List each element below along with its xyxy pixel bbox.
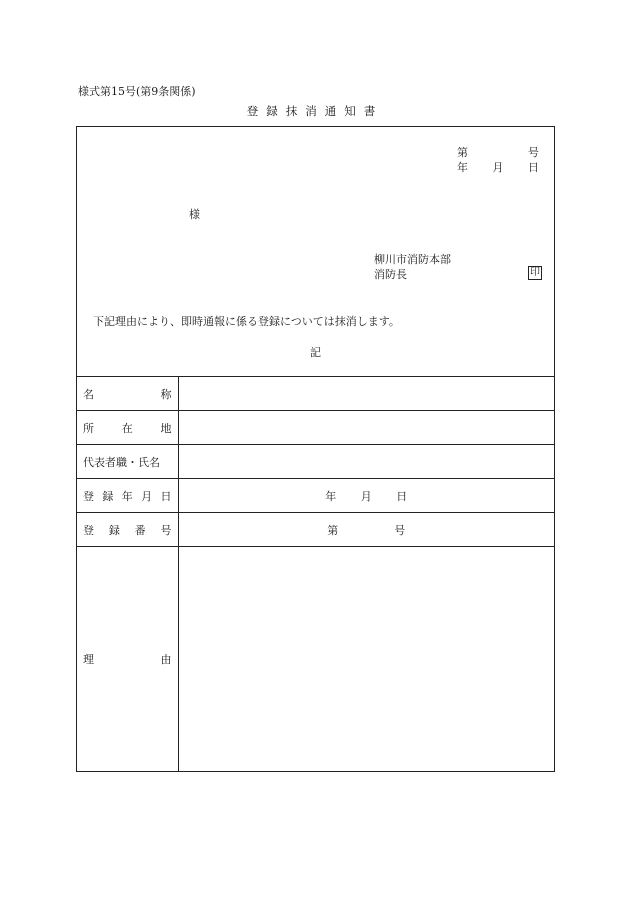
label-reason [77,547,178,772]
label-address [77,411,178,445]
value-address[interactable] [178,411,554,445]
label-name [77,377,178,411]
value-representative[interactable] [178,445,554,479]
number-prefix: 第 [457,146,468,159]
table-row-name [77,377,554,411]
details-table [77,376,554,772]
table-row-registration-date [77,479,554,513]
label-char: 番 [134,523,146,537]
number-prefix: 第 [327,523,339,537]
value-reason[interactable] [178,547,554,772]
label-text: 代表者職・氏名 [83,455,160,469]
date-day-label: 日 [396,489,408,503]
ki-heading: 記 [310,346,321,359]
value-registration-number[interactable] [178,513,554,547]
document-number-line [457,147,539,158]
label-char: 地 [160,421,172,435]
registration-date-placeholder [325,488,407,504]
date-month-label: 月 [492,161,504,174]
value-registration-date[interactable] [178,479,554,513]
table-row-representative [77,445,554,479]
label-char: 号 [160,523,172,537]
table-row-address [77,411,554,445]
label-char: 録 [108,523,120,537]
label-char: 登 [83,523,94,537]
label-char: 登 [83,489,94,503]
label-char: 所 [83,421,94,435]
date-year-label: 年 [325,489,337,503]
number-suffix: 号 [528,146,539,159]
label-registration-date [77,479,178,513]
issuer-title: 消防長 [374,268,407,281]
form-number: 様式第15号(第9条関係) [78,85,196,98]
notice-text: 下記理由により、即時通報に係る登録については抹消します。 [93,315,400,328]
label-representative [77,445,178,479]
document-title: 登録抹消通知書 [246,104,384,118]
notice-frame [76,126,555,772]
issue-date-line [457,162,539,173]
date-day-label: 日 [528,161,539,174]
issuer-organization: 柳川市消防本部 [374,253,451,266]
table-row-registration-number [77,513,554,547]
seal-mark: 印 [530,267,540,278]
value-name[interactable] [178,377,554,411]
date-year-label: 年 [457,161,468,174]
label-char: 由 [160,653,172,667]
label-char: 録 [102,489,114,503]
label-char: 名 [83,387,94,401]
label-char: 日 [160,489,172,503]
label-char: 在 [121,421,133,435]
label-char: 理 [83,653,94,667]
number-suffix: 号 [394,523,406,537]
notice-header-section [77,127,554,376]
registration-number-placeholder [327,522,405,538]
label-registration-number [77,513,178,547]
table-row-reason [77,547,554,772]
date-month-label: 月 [360,489,372,503]
label-char: 称 [160,387,172,401]
label-char: 年 [121,489,133,503]
addressee-suffix: 様 [189,208,200,221]
label-char: 月 [141,489,153,503]
